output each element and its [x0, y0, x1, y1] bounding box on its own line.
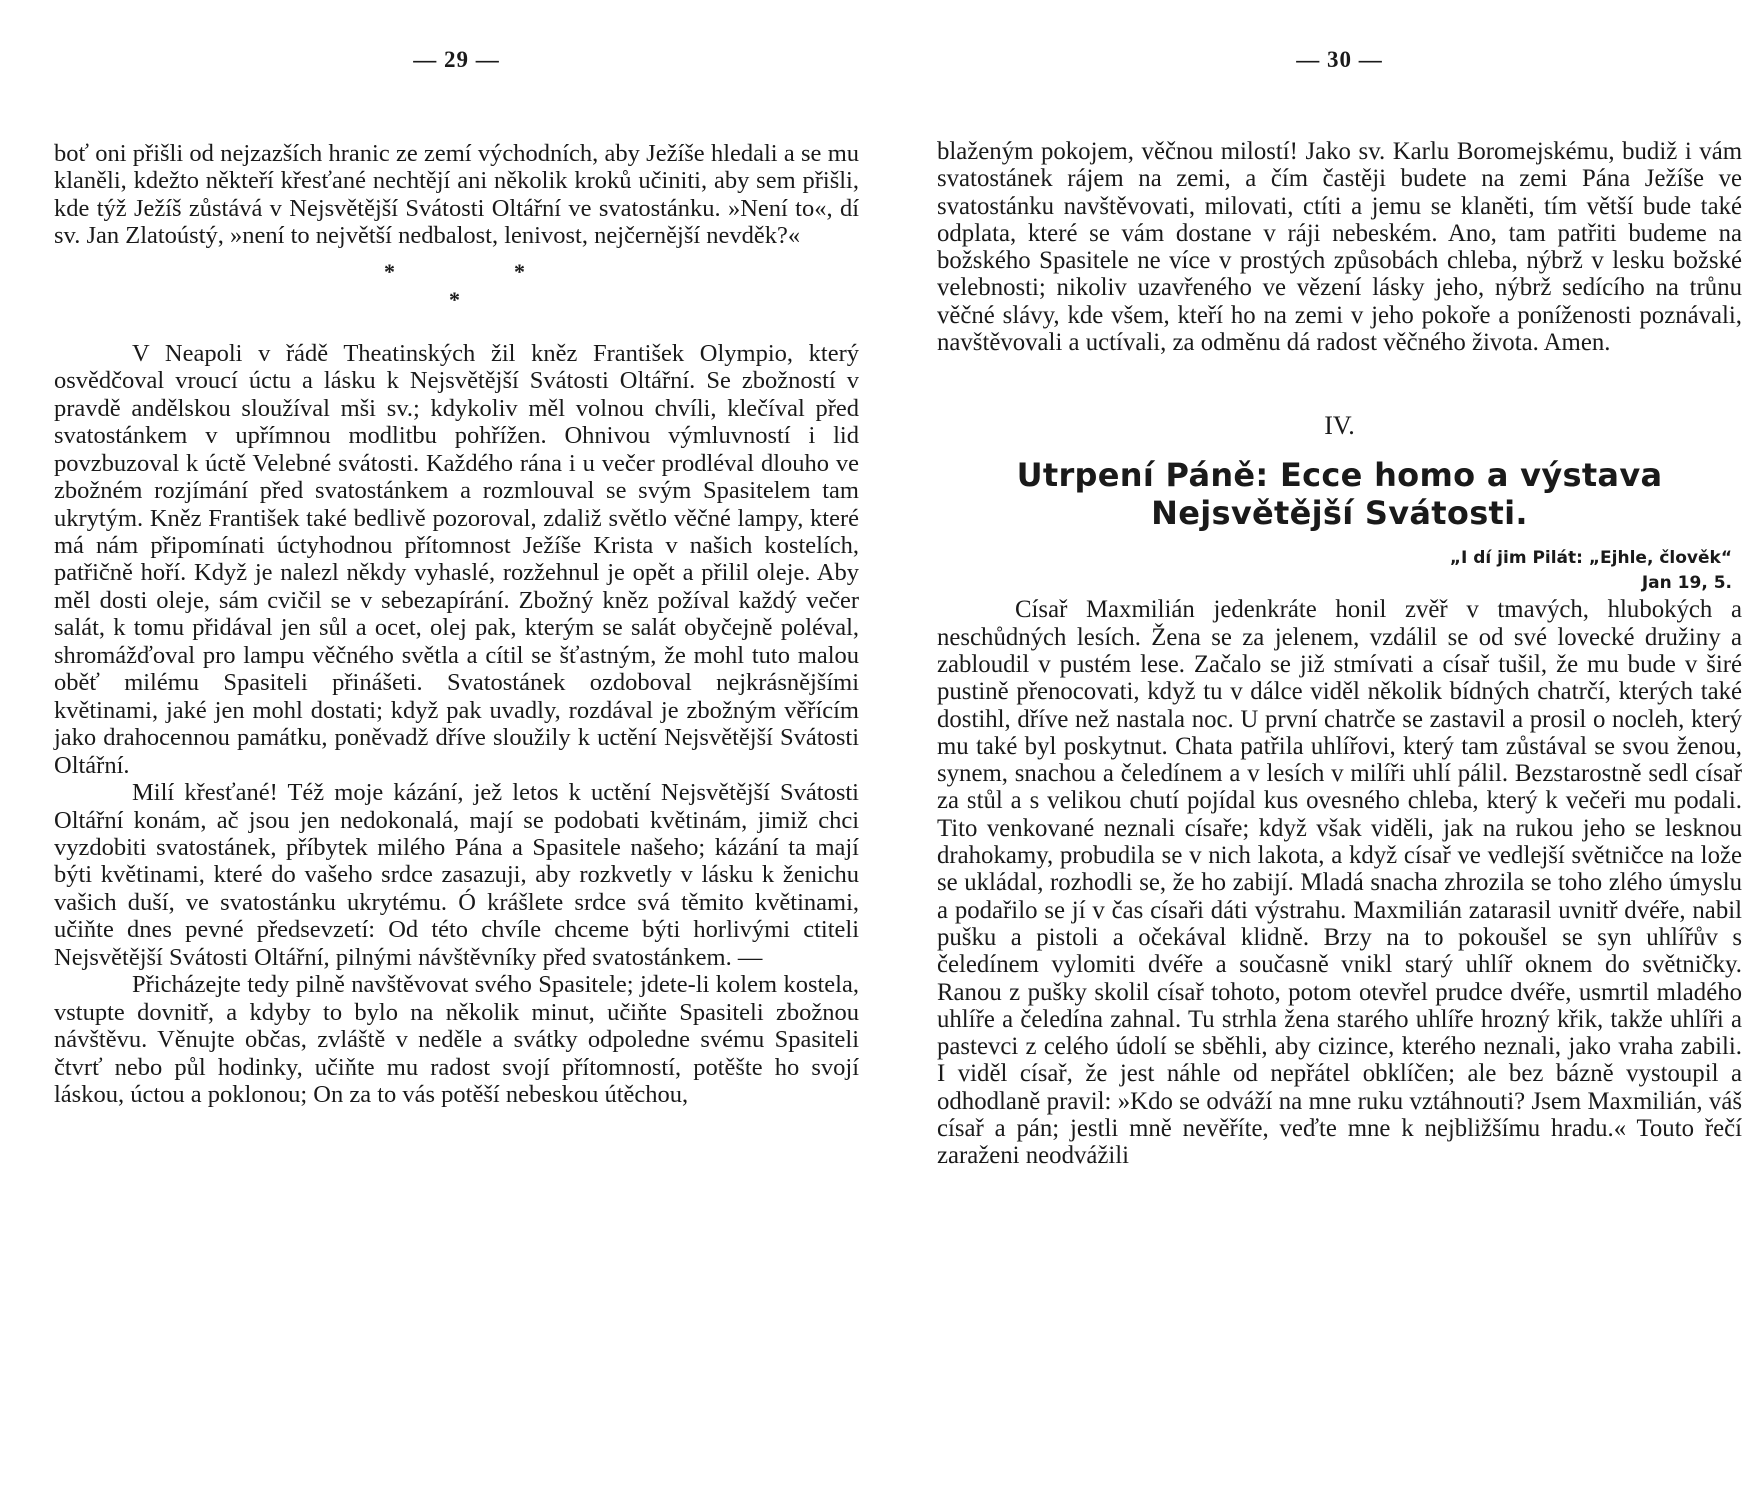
right-page: [937, 40, 1742, 1170]
epigraph-reference: Jan 19, 5.: [1641, 573, 1732, 594]
paragraph: blaženým pokojem, věčnou milostí! Jako sv. Karlu Boromejskému, budiž i vám svatostánek rájem na zemi, a čím častěji budete na zemi Pána Ježíše ve svatostánku navštěvovati, milovati, ctíti a jemu se klaněti, tím větší bude také odplata, které se vám dostane v ráji nebeském. Ano, tam patřiti budeme na božského Spasitele ne více v prostých způsobách chleba, nýbrž v lesku božské velebnosti; nikoliv uzavřeného ve vězení lásky jeho, nýbrž sedícího na trůnu věčné slávy, kde všem, kteří ho na zemi v jeho pokoře a poníženosti poznávali, navštěvovali a uctívali, za odměnu dá radost věčného života. Amen.: [937, 138, 1742, 357]
chapter-title-line: Nejsvětější Svátosti.: [1151, 494, 1528, 533]
asterisk: *: [514, 258, 525, 284]
chapter-title: [937, 456, 1742, 532]
epigraph-quote: „I dí jim Pilát: „Ejhle, člověk“: [1449, 548, 1732, 569]
epigraph: [937, 546, 1742, 596]
chapter-number: IV.: [1324, 411, 1355, 441]
page-number-right: — 30 —: [1296, 47, 1383, 72]
paragraph: boť oni přišli od nejzazších hranic ze zemí východních, aby Ježíše hledali a se mu klaněli, kdežto někteří křesťané nechtějí ani několik kroků učiniti, aby sem přišli, kde týž Ježíš zůstává v Nejsvětější Svátosti Oltářní ve svatostánku. »Není to«, dí sv. Jan Zlatoústý, »není to největší nedbalost, lenivost, nejčernější nevděk?«: [54, 140, 859, 250]
page-number-left: — 29 —: [413, 47, 500, 72]
right-body-text: [937, 138, 1742, 1170]
paragraph: V Neapoli v řádě Theatinských žil kněz František Olympio, který osvědčoval vroucí úctu a lásku k Nejsvětější Svátosti Oltářní. Se zbožností v pravdě andělskou sloužíval mši sv.; kdykoliv měl volnou chvíli, klečíval před svatostánkem v upřímnou modlitbu pohřížen. Ohnivou výmluvností i lid povzbuzoval k úctě Velebné svátosti. Každého rána i u večer prodléval dlouho ve zbožném rozjímání před svatostánkem a rozmlouval se svým Spasitelem tam ukrytým. Kněz František také bedlivě pozoroval, zdaliž světlo věčné lampy, které má nám připomínati úctyhodnou přítomnost Ježíše Krista v našich kostelích, patřičně hoří. Když je nalezl někdy vyhaslé, rozžehnul je opět a přilil oleje. Aby měl dosti oleje, sám cvičil se v sebezapírání. Zbožný kněz požíval každý večer salát, k tomu přidával jen sůl a ocet, olej pak, kterým se salát obyčejně poléval, shromážďoval pro lampu věčného světla a cítil se šťastným, že mohl tuto malou oběť milému Spasiteli přinášeti. Svatostánek ozdoboval nejkrásnějšími květinami, jaké jen mohl dostati; když pak uvadly, rozdával je zbožným věřícím jako drahocennou památku, poněvadž dříve sloužily k uctění Nejsvětější Svátosti Oltářní.: [54, 339, 859, 779]
paragraph: Císař Maxmilián jedenkráte honil zvěř v tmavých, hlubokých a neschůdných lesích. Žena se za jelenem, vzdálil se od své lovecké družiny a zabloudil v pustém lese. Začalo se již stmívati a císař tušil, že mu bude v širé pustině přenocovati, když tu v dálce viděl několik bídných chatrčí, kterých také dostihl, dříve než nastala noc. U první chatrče se zastavil a prosil o nocleh, který mu také byl poskytnut. Chata patřila uhlířovi, který tam zůstával se svou ženou, synem, snachou a čeledínem a v lesích v milíři uhlí pálil. Bezstarostně sedl císař za stůl a s velikou chutí pojídal kus ovesného chleba, který k večeři mu podali. Tito venkované neznali císaře; když však viděli, jak na rukou jeho se lesknou drahokamy, probudila se v nich lakota, a když císař ve vedlejší světničce na lože se ukládal, rozhodli se, že ho zabijí. Mladá snacha zhrozila se toho zlého úmyslu a podařilo se jí v čas císaři dáti výstrahu. Maxmilián zatarasil uvnitř dvéře, nabil pušku a pistoli a očekával klidně. Brzy na to pokoušel se syn uhlířův s čeledínem vylomiti dvéře a současně vnikl starý uhlíř oknem do světničky. Ranou z pušky skolil císař tohoto, potom otevřel prudce dvéře, usmrtil mladého uhlíře a čeledína zahnal. Tu strhla žena starého uhlíře hrozný křik, takže uhlíři a pastevci z celého údolí se sběhli, aby cizince, kterého neznali, jako vraha zabili. I viděl císař, že jest náhle od nepřátel obklíčen; ale bez bázně vystoupil a odhodlaně pravil: »Kdo se odváží na mne ruku vztáhnouti? Jsem Maxmilián, váš císař a pán; jestli mně nevěříte, veďte mne k nejbližšímu hradu.« Touto řečí zaraženi neodvážili: [937, 596, 1742, 1170]
asterisk: *: [384, 258, 395, 284]
paragraph: Přicházejte tedy pilně navštěvovat svého Spasitele; jdete-li kolem kostela, vstupte dovnitř, a kdyby to bylo na několik minut, učiňte Spasiteli zbožnou návštěvu. Věnujte občas, zvláště v neděle a svátky odpoledne svému Spasiteli čtvrť nebo půl hodinky, učiňte mu radost svojí přítomností, potěšte ho svojí láskou, úctou a poklonou; On za to vás potěší nebeskou útěchou,: [54, 971, 859, 1109]
left-body-text: [54, 140, 859, 1109]
asterisk: *: [449, 286, 460, 312]
left-page: [54, 40, 859, 1109]
paragraph: Milí křesťané! Též moje kázání, jež letos k uctění Nejsvětější Svátosti Oltářní konám, ač jsou jen nedokonalá, mají se podobati květinám, jimiž chci vyzdobiti svatostánek, příbytek milého Pána a Spasitele našeho; kázání ta mají býti květinami, které do vašeho srdce zasazuji, aby rozkvetly v lásku k ženichu vašich duší, ve svatostánku ukrytému. Ó krášlete srdce svá těmito květinami, učiňte dnes pevné předsevzetí: Od této chvíle chceme býti horlivými ctiteli Nejsvětější Svátosti Oltářní, pilnými návštěvníky před svatostánkem. —: [54, 779, 859, 971]
chapter-title-line: Utrpení Páně: Ecce homo a výstava: [1016, 456, 1663, 495]
asterism-ornament: [54, 250, 859, 340]
